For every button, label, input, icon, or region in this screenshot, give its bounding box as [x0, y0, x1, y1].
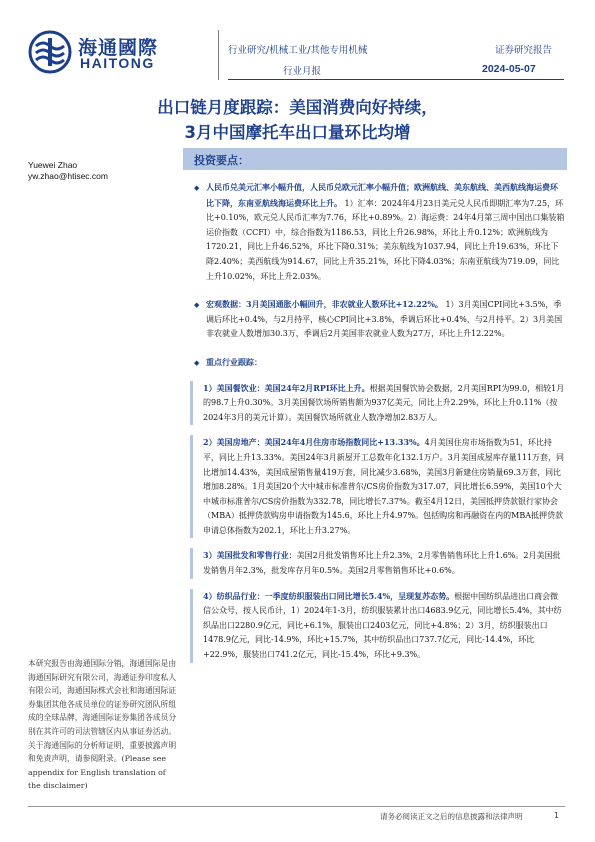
bullet-bold: 宏观数据：3月美国通胀小幅回升，非农就业人数环比+12.22%。	[206, 299, 443, 310]
footer-rule	[28, 806, 565, 807]
subsection-text: 根据美国餐饮协会数据，2月美国RPI为99.0，相较1月的98.7上升0.30%。3月美国餐饮场所销售额为937亿美元，同比上升2.29%，环比上升0.11%（按2024年3月的美元计算）。美国餐饮场所就业人数净增加2.83万人。	[203, 383, 565, 422]
bullet-industry-tracking	[190, 355, 565, 371]
bullet-exchange-freight	[190, 180, 565, 284]
subsection-text: 美国2月批发销售环比上升2.3%，2月零售销售环比上升1.6%。2月美国批发销售月年2.3%，批发库存月年0.5%。美国2月零售销售环比+0.6%。	[203, 551, 561, 576]
subsection-head: 4）纺织品行业：一季度纺织服装出口同比增长5.4%，呈现复苏态势。	[203, 590, 455, 601]
page-number: 1	[554, 811, 559, 820]
bullet-text: 1）3月美国CPI同比+3.5%，季调后环比+0.4%，与2月持平，核心CPI同比+3.8%，季调后环比+0.4%，与2月持平。2）3月美国非农就业人数增加30.3万，季调后2月美国非农就业人数为27万，环比上升12.22%。	[206, 300, 563, 339]
page-title-line1: 出口链月度跟踪：美国消费向好持续，	[157, 98, 438, 117]
report-subcategory: 行业月报	[283, 66, 322, 77]
subsection-textiles	[190, 589, 565, 663]
subsection-text: 根据中国纺织品进出口商会微信公众号，按人民币计，1）2024年1-3月，纺织服装累计出口4683.9亿元，同比增长5.4%，其中纺织品出口2280.9亿元，同比+6.1%，服装出口2403亿元，同比+4.8%；2）3月，纺织服装出口1478.9亿元，同比-14.9%，环比+15.7%，其中纺织品出口737.7亿元，同比-14.4%，环比+22.9%，服装出口741.2亿元，同比-15.4%，环比+9.3%。	[203, 591, 562, 660]
subsection-head: 3）美国批发和零售行业：	[203, 550, 297, 561]
bullet-macro-data	[190, 297, 565, 342]
page-title-line2: 3月中国摩托车出口量环比均增	[184, 123, 411, 142]
author-name: Yuewei Zhao	[28, 160, 78, 170]
section-title: 投资要点：	[194, 154, 249, 167]
footer-notice: 请务必阅读正文之后的信息披露和法律声明	[380, 812, 523, 821]
haitong-logo-icon	[28, 30, 72, 74]
subsection-real-estate	[190, 435, 565, 538]
diamond-bullet-icon: ◆	[194, 301, 200, 310]
subsection-head: 1）美国餐饮业：美国24年2月RPI环比上升。	[203, 382, 370, 393]
logo-chinese-name: 海通國際	[78, 37, 159, 59]
bullet-text: 1）汇率：2024年4月23日美元兑人民币即期汇率为7.25，环比+0.10%，欧元兑人民币汇率为7.76，环比+0.89%。2）海运费：24年4月第三周中国出口集装箱运价指数（CCFI）中，综合指数为1186.53，同比上升26.98%，环比上升0.12%；欧洲航线为1720.21，同比上升46.52%，环比下降0.31%；美东航线为1037.94，同比上升19.63%，环比下降2.40%；美西航线为914.67，同比上升35.21%，环比下降4.03%；东南亚航线为719.09，同比上升10.02%，环比上升2.03%。	[206, 198, 565, 281]
subsection-text: 4月美国住房市场指数为51，环比持平，同比上升13.33%。美国24年3月新屋开工总数年化132.1万户。3月美国成屋库存量111万套，同比增加14.43%，美国成屋销售量419万套，同比减少3.68%，美国3月新建住房销量69.3万套，同比增加8.28%。1月美国20个大中城市标准普尔/CS房价指数为317.07，同比增长6.59%，美国10个大中城市标准普尔/CS房价指数为332.78，同比增长7.37%。截至4月12日，美国抵押贷款银行家协会（MBA）抵押贷款购房申请指数为145.6，环比上升4.97%。包括购房和再融资在内的MBA抵押贷款申请总体指数为202.1，环比上升3.27%。	[203, 438, 565, 535]
header-rule	[228, 79, 564, 80]
report-category: 行业研究/机械工业/其他专用机械	[228, 45, 368, 56]
subsection-restaurant	[190, 381, 565, 426]
bullet-bold: 人民币兑美元汇率小幅升值，人民币兑欧元汇率小幅升值；欧洲航线、美东航线、美西航线海运费环比下降，东南亚航线海运费环比上升。	[206, 182, 558, 208]
main-content	[190, 180, 565, 663]
author-email[interactable]: yw.zhao@htisec.com	[28, 171, 108, 181]
diamond-bullet-icon: ◆	[194, 184, 200, 192]
subsection-wholesale-retail	[190, 548, 565, 578]
header-divider	[218, 30, 219, 80]
report-type: 证券研究报告	[495, 45, 553, 56]
logo-english-name: HAITONG	[80, 55, 155, 71]
bullet-bold: 重点行业跟踪：	[206, 356, 262, 367]
subsection-head: 2）美国房地产：美国24年4月住房市场指数同比+13.33%。	[203, 437, 425, 448]
report-date: 2024-05-07	[482, 63, 536, 75]
disclaimer-text: 本研究报告由海通国际分销，海通国际是由海通国际研究有限公司，海通证券印度私人有限公司，海通国际株式会社和海通国际证券集团其他各成员单位的证券研究团队所组成的全球品牌，海通国际证券集团各成员分别在其许可的司法管辖区内从事证券活动。关于海通国际的分析师证明，重要披露声明和免责声明，请参阅附录。(Please see appendix for English translation of the disclaimer)	[28, 659, 177, 791]
diamond-bullet-icon: ◆	[194, 358, 200, 367]
